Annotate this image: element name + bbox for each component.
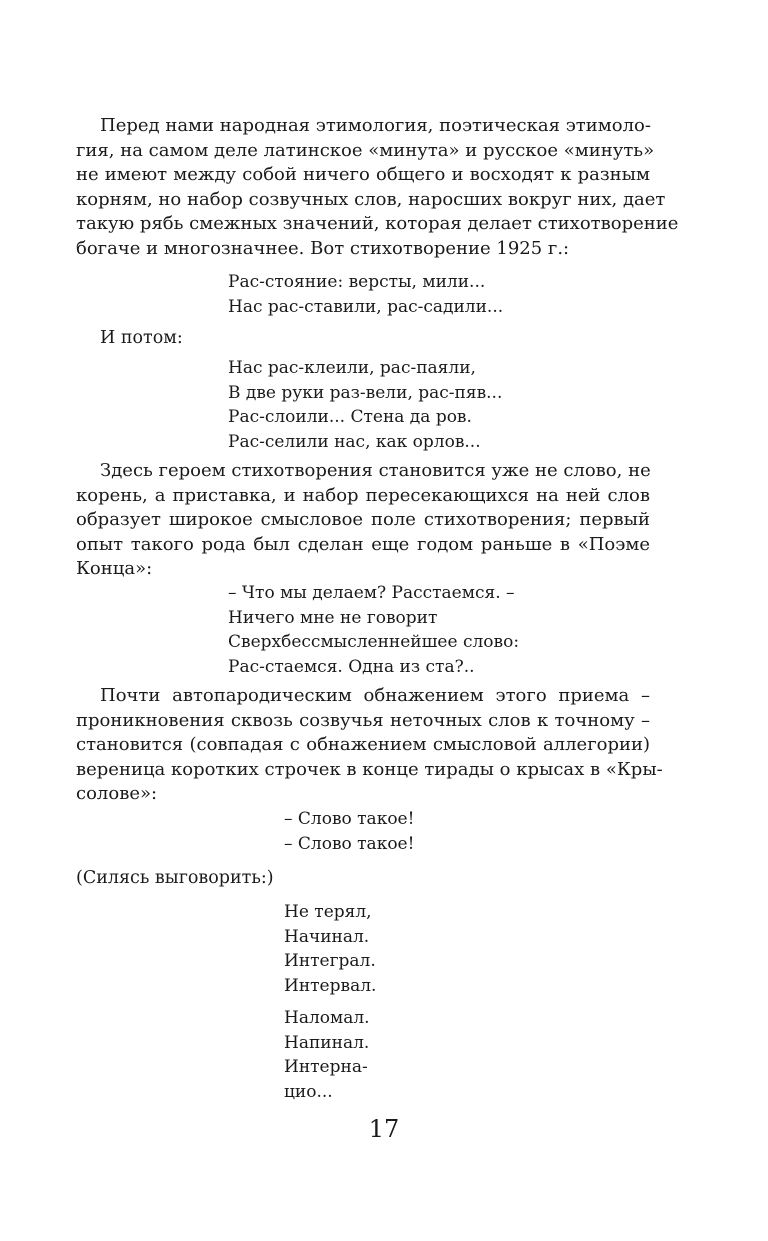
verse-line: Начинал.: [284, 926, 370, 947]
verse-line: Интеграл.: [284, 951, 376, 971]
verse-line: Сверхбессмысленнейшее слово:: [228, 632, 520, 652]
paragraph-2: [76, 459, 650, 582]
page-number: 17: [368, 1115, 400, 1143]
paragraph-3: [76, 684, 663, 807]
remark-text: (Силясь выговорить:): [76, 868, 274, 888]
paragraph-2-line: Конца»:: [76, 558, 153, 579]
verse-line: – Слово такое!: [284, 833, 415, 854]
verse-line: – Слово такое!: [284, 809, 415, 829]
verse-5: [284, 900, 376, 998]
verse-line: Интервал.: [284, 975, 377, 996]
paragraph-1-line: не имеют между собой ничего общего и восходят к разным: [76, 164, 650, 185]
paragraph-1-line: корням, но набор созвучных слов, наросших вокруг них, дает: [76, 188, 666, 210]
verse-line: цио...: [284, 1081, 333, 1102]
paragraph-1-line: Перед нами народная этимология, поэтическая этимоло-: [100, 115, 651, 136]
paragraph-3-line: становится (совпадая с обнажением смысловой аллегории): [76, 734, 650, 755]
paragraph-2-line: опыт такого рода был сделан еще годом раньше в «Поэме: [76, 533, 650, 555]
paragraph-2-line: корень, а приставка, и набор пересекающихся на ней слов: [76, 484, 650, 506]
paragraph-3-line: Почти автопародическим обнажением этого приема –: [100, 685, 650, 706]
verse-line: Рас-слоили... Стена да ров.: [228, 407, 472, 427]
verse-line: В две руки раз-вели, рас-пяв...: [228, 382, 503, 403]
paragraph-1-line: богаче и многозначнее. Вот стихотворение 1925 г.:: [76, 237, 570, 259]
verse-line: Интерна-: [284, 1057, 368, 1077]
paragraph-2-line: Здесь героем стихотворения становится уже не слово, не: [100, 460, 651, 481]
verse-line: – Что мы делаем? Расстаемся. –: [228, 583, 515, 603]
verse-line: Рас-стояние: версты, мили...: [228, 272, 486, 292]
verse-line: Не терял,: [284, 902, 372, 922]
paragraph-1-line: такую рябь смежных значений, которая делает стихотворение: [76, 213, 679, 234]
verse-line: Напинал.: [284, 1032, 370, 1053]
then-text: И потом:: [100, 328, 183, 348]
verse-line: Нас рас-ставили, рас-садили...: [228, 296, 504, 317]
paragraph-3-line: проникновения сквозь созвучья неточных слов к точному –: [76, 709, 650, 731]
verse-line: Рас-селили нас, как орлов...: [228, 431, 481, 452]
verse-line: Ничего мне не говорит: [228, 607, 438, 628]
verse-line: Рас-стаемся. Одна из ста?..: [228, 656, 475, 677]
verse-1: [228, 270, 503, 319]
verse-2: [228, 356, 502, 454]
verse-4: [284, 807, 414, 856]
verse-6: [284, 1006, 370, 1104]
paragraph-2-line: образует широкое смысловое поле стихотворения; первый: [76, 509, 650, 530]
verse-3: [228, 581, 519, 679]
paragraph-3-line: солове»:: [76, 783, 158, 804]
verse-line: Нас рас-клеили, рас-паяли,: [228, 358, 476, 378]
paragraph-3-line: вереница коротких строчек в конце тирады о крысах в «Кры-: [76, 758, 663, 780]
paragraph-1-line: гия, на самом деле латинское «минута» и русское «минуть»: [76, 139, 655, 161]
paragraph-1: [76, 114, 679, 261]
verse-line: Наломал.: [284, 1008, 370, 1028]
